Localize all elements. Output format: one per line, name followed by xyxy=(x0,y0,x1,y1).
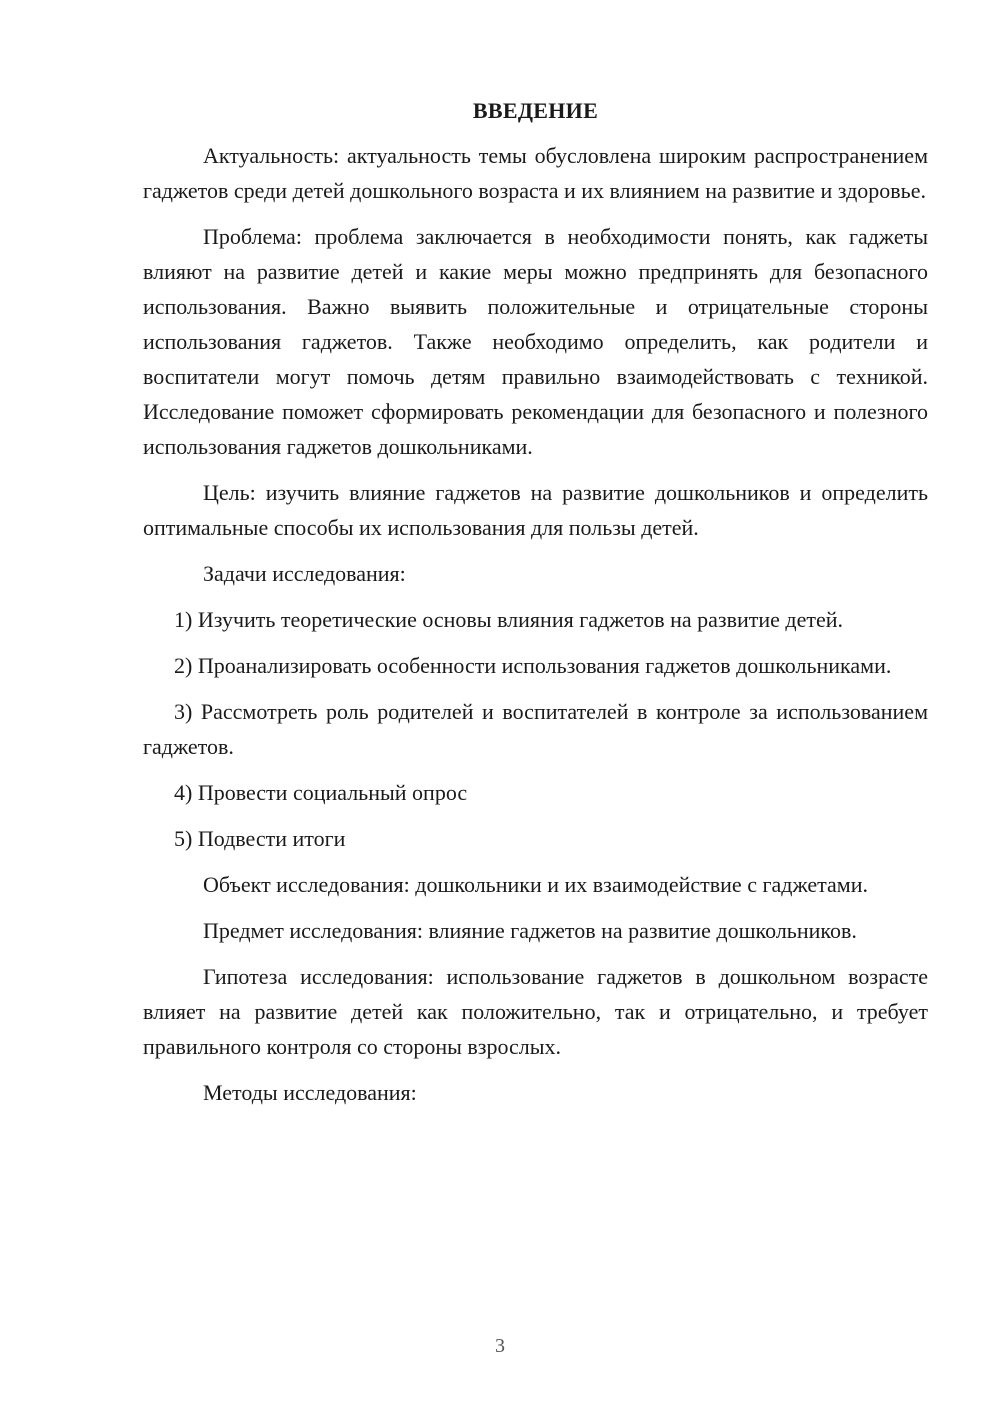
paragraph-relevance: Актуальность: актуальность темы обусловлена широким распространением гаджетов среди детей дошкольного возраста и их влиянием на развитие и здоровье. xyxy=(143,143,928,203)
tasks-title: Задачи исследования: xyxy=(203,561,406,586)
page-title: ВВЕДЕНИЕ xyxy=(472,98,599,123)
document-page xyxy=(143,96,928,1121)
task-item-5: 5) Подвести итоги xyxy=(174,826,346,851)
page-number: 3 xyxy=(495,1335,505,1357)
task-item-2: 2) Проанализировать особенности использования гаджетов дошкольниками. xyxy=(174,653,892,678)
task-item-1: 1) Изучить теоретические основы влияния гаджетов на развитие детей. xyxy=(174,607,844,632)
task-item-4: 4) Провести социальный опрос xyxy=(174,780,468,805)
methods-title: Методы исследования: xyxy=(203,1080,417,1105)
paragraph-object: Объект исследования: дошкольники и их взаимодействие с гаджетами. xyxy=(203,872,868,897)
task-item-3: 3) Рассмотреть роль родителей и воспитателей в контроле за использованием гаджетов. xyxy=(143,699,928,759)
paragraph-problem: Проблема: проблема заключается в необходимости понять, как гаджеты влияют на развитие детей и какие меры можно предпринять для безопасного использования. Важно выявить положительные и отрицательные стороны использования гаджетов. Также необходимо определить, как родители и воспитатели могут помочь детям правильно взаимодействовать с техникой. Исследование поможет сформировать рекомендации для безопасного и полезного использования гаджетов дошкольниками. xyxy=(143,224,928,459)
paragraph-hypothesis: Гипотеза исследования: использование гаджетов в дошкольном возрасте влияет на развитие детей как положительно, так и отрицательно, и требует правильного контроля со стороны взрослых. xyxy=(143,964,928,1059)
paragraph-goal: Цель: изучить влияние гаджетов на развитие дошкольников и определить оптимальные способы их использования для пользы детей. xyxy=(143,480,928,540)
paragraph-subject: Предмет исследования: влияние гаджетов на развитие дошкольников. xyxy=(203,918,857,943)
